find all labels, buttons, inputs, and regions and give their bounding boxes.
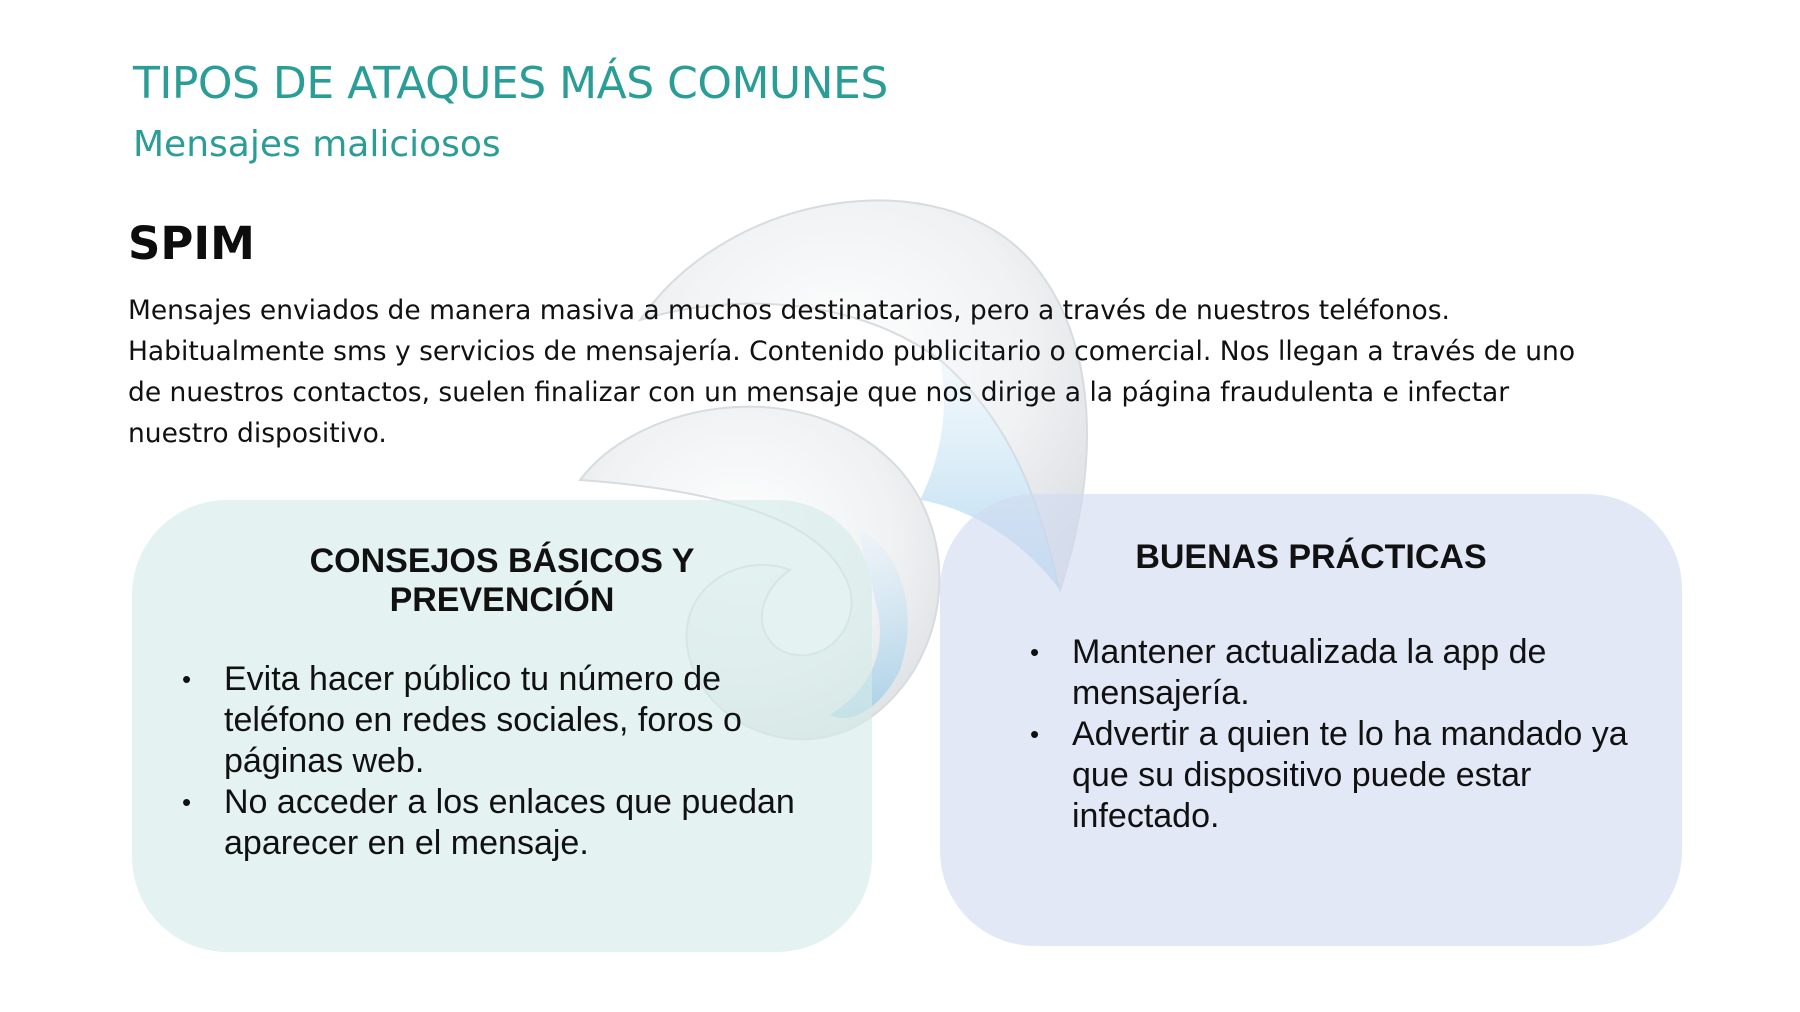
- bullet-text-line: Mantener actualizada la app de: [1072, 633, 1547, 671]
- section-description: [128, 290, 1688, 454]
- tips-card-title: [132, 542, 872, 620]
- bullet-text-line: No acceder a los enlaces que puedan: [224, 783, 795, 821]
- good-practices-card-title: [940, 538, 1682, 577]
- list-item: [182, 782, 822, 864]
- bullet-text-line: mensajería.: [1072, 674, 1250, 712]
- description-line: nuestro dispositivo.: [128, 418, 387, 449]
- bullet-text-line: Evita hacer público tu número de: [224, 660, 722, 698]
- bullet-text-line: infectado.: [1072, 797, 1220, 835]
- list-item: [182, 659, 822, 782]
- card-title-line: BUENAS PRÁCTICAS: [1135, 538, 1487, 576]
- list-item: [1030, 714, 1670, 837]
- bullet-icon: •: [182, 787, 192, 817]
- bullet-icon: •: [182, 664, 192, 694]
- good-practices-list: [1030, 632, 1670, 837]
- section-heading: SPIM: [128, 217, 255, 270]
- description-line: Mensajes enviados de manera masiva a muchos destinatarios, pero a través de nuestros teléfonos.: [128, 295, 1450, 326]
- description-line: de nuestros contactos, suelen finalizar con un mensaje que nos dirige a la página fraudulenta e infectar: [128, 377, 1510, 408]
- card-title-line: CONSEJOS BÁSICOS Y: [309, 542, 695, 580]
- bullet-text-line: páginas web.: [224, 742, 425, 780]
- bullet-icon: •: [1030, 637, 1040, 667]
- bullet-text-line: teléfono en redes sociales, foros o: [224, 701, 742, 739]
- card-title-line: PREVENCIÓN: [389, 581, 615, 619]
- bullet-text-line: que su dispositivo puede estar: [1072, 756, 1532, 794]
- good-practices-card: [940, 494, 1682, 946]
- bullet-text-line: Advertir a quien te lo ha mandado ya: [1072, 715, 1628, 753]
- list-item: [1030, 632, 1670, 714]
- tips-card: [132, 500, 872, 952]
- bullet-text-line: aparecer en el mensaje.: [224, 824, 589, 862]
- bullet-icon: •: [1030, 719, 1040, 749]
- page-title: TIPOS DE ATAQUES MÁS COMUNES: [133, 58, 888, 109]
- description-line: Habitualmente sms y servicios de mensajería. Contenido publicitario o comercial. Nos llegan a través de uno: [128, 336, 1576, 367]
- page-subtitle: Mensajes maliciosos: [133, 124, 501, 165]
- tips-list: [182, 659, 822, 864]
